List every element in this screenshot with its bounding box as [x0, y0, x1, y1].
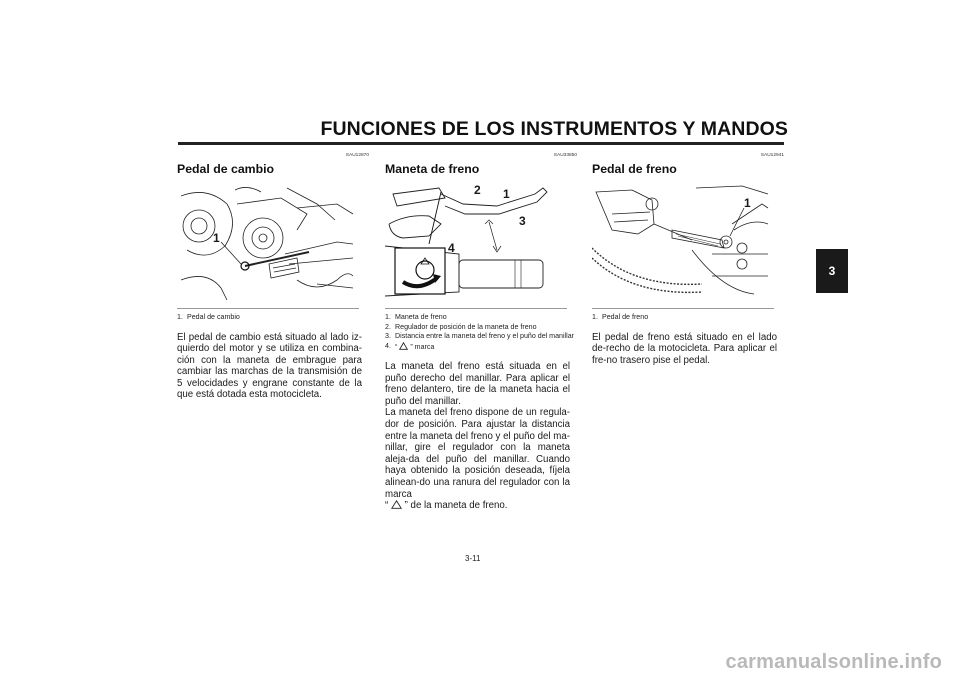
section-heading: Pedal de cambio: [177, 162, 275, 176]
chapter-tab: [816, 249, 848, 293]
figure-callout: 3: [519, 214, 526, 228]
body-paragraph: El pedal de cambio está situado al lado iz-quierdo del motor y se utiliza en combina-ción con la maneta de embrague para cambiar las marchas de la transmisión de 5 velocidades y engrane constante de la que está dotada esta motocicleta.: [177, 331, 362, 401]
caption-number: 1.: [177, 313, 183, 321]
caption-number: 2.: [385, 322, 391, 331]
caption-item: [385, 323, 577, 333]
section-code: SAU12941: [760, 153, 784, 158]
section-brake-pedal: [592, 153, 784, 366]
caption-item: [177, 313, 369, 323]
watermark-logo: carmanualsonline.info: [725, 651, 942, 673]
tail-quote-close: ” de la maneta de freno.: [404, 500, 508, 512]
body-paragraph: La maneta del freno dispone de un regula-dor de posición. Para ajustar la distancia entre la maneta del freno y el puño del ma-nillar, gire el regulador con la maneta aleja-da del puño del manillar. Cuando haya obtenido la posición deseada, fíjela alinean-do una ranura del regulador con la marca: [385, 407, 570, 500]
page-header-title: FUNCIONES DE LOS INSTRUMENTOS Y MANDOS: [320, 118, 788, 140]
triangle-mark-icon: [391, 500, 402, 509]
section-body: [177, 332, 362, 402]
section-shift-pedal: [177, 153, 369, 401]
caption-item: [385, 313, 577, 323]
figure-caption: [177, 309, 369, 323]
figure-callout: 1: [503, 187, 510, 201]
body-paragraph: La maneta del freno está situada en el puño derecho del manillar. Para aplicar el freno delantero, tire de la maneta hacia el puño del manillar.: [385, 361, 570, 407]
caption-text: Maneta de freno: [395, 313, 447, 321]
caption-number: 3.: [385, 332, 391, 340]
caption-text: Regulador de posición de la maneta de freno: [395, 322, 537, 331]
caption-number: 1.: [385, 313, 391, 321]
figure-callout: 1: [213, 231, 220, 245]
figure-callout: 1: [744, 196, 751, 210]
section-code: SAU12870: [345, 153, 369, 158]
caption-text: Pedal de freno: [602, 313, 649, 321]
caption-number: 1.: [592, 313, 598, 321]
page-number: 3-11: [465, 554, 481, 563]
caption-item: [592, 313, 784, 323]
figure-callout: 2: [474, 183, 481, 197]
caption-quote-close: ” marca: [410, 342, 435, 351]
section-brake-lever: [385, 153, 577, 512]
brake-pedal-figure: [592, 184, 770, 302]
shift-pedal-illustration: [177, 184, 355, 302]
section-code: SAU33850: [553, 153, 577, 158]
shift-pedal-figure: [177, 184, 355, 302]
triangle-mark-icon: [399, 342, 408, 350]
caption-quote-open: “: [395, 342, 398, 351]
caption-text: [395, 342, 434, 353]
caption-text: Distancia entre la maneta del freno y el puño del manillar: [395, 332, 575, 340]
section-heading: Pedal de freno: [592, 162, 677, 176]
figure-callout: 4: [448, 241, 455, 255]
body-paragraph-tail: [385, 500, 570, 512]
figure-caption: [592, 309, 784, 323]
section-heading: Maneta de freno: [385, 162, 480, 176]
section-body: [385, 361, 570, 512]
brake-lever-illustration: [385, 184, 563, 302]
tail-quote-open: “: [385, 500, 389, 512]
chapter-tab-label: 3: [828, 264, 836, 278]
figure-caption: [385, 309, 577, 352]
caption-text: Pedal de cambio: [187, 313, 240, 321]
body-paragraph: El pedal de freno está situado en el lado de-recho de la motocicleta. Para aplicar el fre-no trasero pise el pedal.: [592, 331, 777, 366]
brake-lever-figure: [385, 184, 563, 302]
section-body: [592, 332, 777, 367]
caption-item: [385, 332, 577, 342]
header-rule: [178, 142, 784, 145]
caption-number: 4.: [385, 341, 391, 350]
caption-item: [385, 342, 577, 353]
